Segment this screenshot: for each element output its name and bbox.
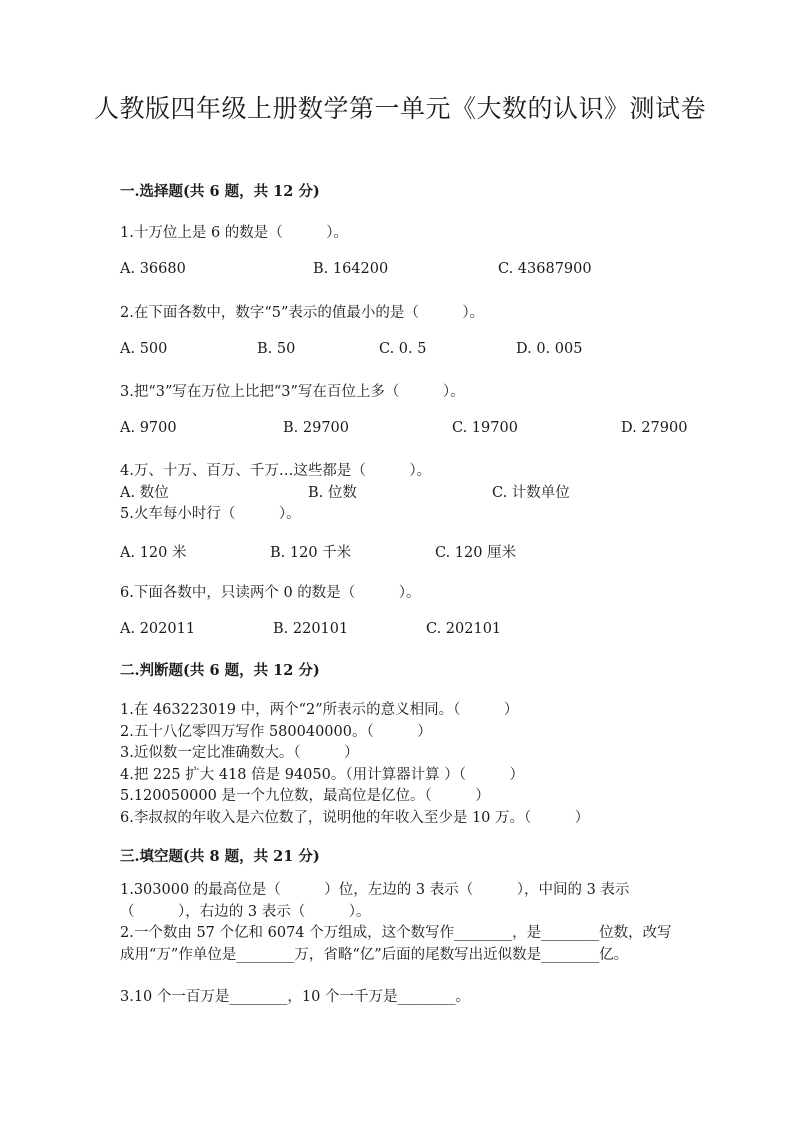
option-b: B. 220101 (273, 621, 349, 637)
question-text: 2.一个数由 57 个亿和 6074 个万组成，这个数写作________，是________位数，改写成用“万”作单位是________万，省略“亿”后面的尾数写出近似数是________亿。 (120, 925, 672, 963)
option-a: A. 数位 (120, 485, 169, 501)
list-item: 5.120050000 是一个九位数，最高位是亿位。（ ） (120, 788, 490, 804)
question-text: 1.303000 的最高位是（ ）位，左边的 3 表示（ ），中间的 3 表示（ ），右边的 3 表示（ ）。 (120, 882, 630, 920)
question-text: 3.10 个一百万是________，10 个一千万是________。 (120, 989, 470, 1005)
option-c: C. 0. 5 (379, 341, 427, 357)
option-c: C. 202101 (426, 621, 502, 637)
option-a: A. 202011 (120, 621, 196, 637)
option-b: B. 50 (257, 341, 296, 357)
list-item: 2.五十八亿零四万写作 580040000。（ ） (120, 724, 432, 740)
option-b: B. 164200 (313, 261, 389, 277)
option-d: D. 0. 005 (516, 341, 583, 357)
option-a: A. 500 (120, 341, 168, 357)
option-b: B. 120 千米 (270, 545, 352, 561)
section-heading-fill: 三.填空题(共 8 题，共 21 分) (120, 848, 320, 865)
question-text: 4.万、十万、百万、千万…这些都是（ ）。 (120, 463, 432, 479)
option-c: C. 43687900 (498, 261, 592, 277)
list-item: 6.李叔叔的年收入是六位数了，说明他的年收入至少是 10 万。（ ） (120, 810, 590, 826)
question-text: 2.在下面各数中，数字“5”表示的值最小的是（ ）。 (120, 305, 485, 321)
section-heading-judge: 二.判断题(共 6 题，共 12 分) (120, 662, 320, 679)
question-text: 1.十万位上是 6 的数是（ ）。 (120, 225, 349, 241)
question-text: 5.火车每小时行（ ）。 (120, 506, 301, 522)
section-heading-choice: 一.选择题(共 6 题，共 12 分) (120, 183, 320, 200)
question-text: 3.把“3”写在万位上比把“3”写在百位上多（ ）。 (120, 384, 465, 400)
option-a: A. 9700 (120, 420, 177, 436)
page-title: 人教版四年级上册数学第一单元《大数的认识》测试卷 (93, 94, 706, 123)
option-d: D. 27900 (621, 420, 688, 436)
option-c: C. 19700 (452, 420, 518, 436)
list-item: 4.把 225 扩大 418 倍是 94050。（用计算器计算 ）（ ） (120, 767, 524, 783)
list-item: 1.在 463223019 中，两个“2”所表示的意义相同。（ ） (120, 702, 519, 718)
option-c: C. 计数单位 (492, 485, 570, 501)
option-c: C. 120 厘米 (435, 545, 517, 561)
option-b: B. 29700 (283, 420, 350, 436)
option-a: A. 120 米 (120, 545, 187, 561)
question-text: 6.下面各数中，只读两个 0 的数是（ ）。 (120, 585, 421, 601)
option-a: A. 36680 (120, 261, 186, 277)
option-b: B. 位数 (308, 485, 357, 501)
list-item: 3.近似数一定比准确数大。（ ） (120, 745, 359, 761)
